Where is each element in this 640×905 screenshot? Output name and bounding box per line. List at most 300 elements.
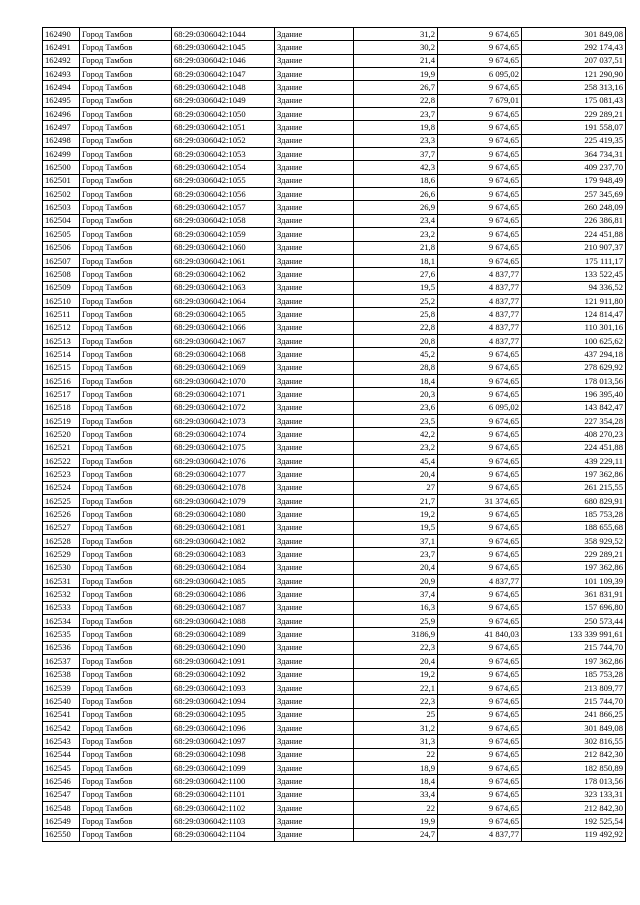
- cadastral-number-cell: 68:29:0306042:1051: [172, 121, 275, 134]
- table-row: [43, 681, 626, 694]
- specific-value-cell: 9 674,65: [438, 708, 522, 721]
- cadastral-number-cell: 68:29:0306042:1060: [172, 241, 275, 254]
- row-number-cell: 162528: [43, 535, 80, 548]
- table-row: [43, 268, 626, 281]
- cadastral-value-cell: 437 294,18: [522, 348, 626, 361]
- table-row: [43, 521, 626, 534]
- cadastral-number-cell: 68:29:0306042:1080: [172, 508, 275, 521]
- cadastral-number-cell: 68:29:0306042:1049: [172, 94, 275, 107]
- area-cell: 20,4: [354, 655, 438, 668]
- area-cell: 24,7: [354, 828, 438, 841]
- cadastral-value-cell: 680 829,91: [522, 495, 626, 508]
- table-row: [43, 54, 626, 67]
- cadastral-value-cell: 133 522,45: [522, 268, 626, 281]
- municipality-cell: Город Тамбов: [80, 468, 172, 481]
- object-type-cell: Здание: [275, 174, 354, 187]
- specific-value-cell: 9 674,65: [438, 254, 522, 267]
- table-row: [43, 81, 626, 94]
- municipality-cell: Город Тамбов: [80, 748, 172, 761]
- table-row: [43, 134, 626, 147]
- municipality-cell: Город Тамбов: [80, 68, 172, 81]
- area-cell: 26,7: [354, 81, 438, 94]
- municipality-cell: Город Тамбов: [80, 801, 172, 814]
- area-cell: 22,8: [354, 321, 438, 334]
- specific-value-cell: 9 674,65: [438, 361, 522, 374]
- cadastral-number-cell: 68:29:0306042:1090: [172, 641, 275, 654]
- area-cell: 22,3: [354, 695, 438, 708]
- area-cell: 26,6: [354, 188, 438, 201]
- specific-value-cell: 9 674,65: [438, 188, 522, 201]
- cadastral-number-cell: 68:29:0306042:1045: [172, 41, 275, 54]
- row-number-cell: 162509: [43, 281, 80, 294]
- object-type-cell: Здание: [275, 121, 354, 134]
- area-cell: 18,1: [354, 254, 438, 267]
- specific-value-cell: 9 674,65: [438, 695, 522, 708]
- municipality-cell: Город Тамбов: [80, 54, 172, 67]
- table-row: [43, 668, 626, 681]
- municipality-cell: Город Тамбов: [80, 41, 172, 54]
- table-row: [43, 374, 626, 387]
- object-type-cell: Здание: [275, 321, 354, 334]
- table-row: [43, 455, 626, 468]
- cadastral-number-cell: 68:29:0306042:1075: [172, 441, 275, 454]
- area-cell: 19,5: [354, 521, 438, 534]
- area-cell: 25: [354, 708, 438, 721]
- area-cell: 22,1: [354, 681, 438, 694]
- specific-value-cell: 9 674,65: [438, 455, 522, 468]
- object-type-cell: Здание: [275, 361, 354, 374]
- table-row: [43, 108, 626, 121]
- cadastral-value-cell: 229 289,21: [522, 548, 626, 561]
- area-cell: 25,2: [354, 294, 438, 307]
- municipality-cell: Город Тамбов: [80, 655, 172, 668]
- specific-value-cell: 9 674,65: [438, 481, 522, 494]
- row-number-cell: 162529: [43, 548, 80, 561]
- cadastral-number-cell: 68:29:0306042:1061: [172, 254, 275, 267]
- object-type-cell: Здание: [275, 721, 354, 734]
- specific-value-cell: 9 674,65: [438, 54, 522, 67]
- table-row: [43, 788, 626, 801]
- row-number-cell: 162503: [43, 201, 80, 214]
- cadastral-number-cell: 68:29:0306042:1044: [172, 28, 275, 41]
- municipality-cell: Город Тамбов: [80, 548, 172, 561]
- specific-value-cell: 4 837,77: [438, 281, 522, 294]
- cadastral-value-cell: 257 345,69: [522, 188, 626, 201]
- area-cell: 19,5: [354, 281, 438, 294]
- cadastral-value-cell: 212 842,30: [522, 748, 626, 761]
- specific-value-cell: 4 837,77: [438, 575, 522, 588]
- table-row: [43, 28, 626, 41]
- specific-value-cell: 9 674,65: [438, 28, 522, 41]
- table-row: [43, 761, 626, 774]
- area-cell: 21,7: [354, 495, 438, 508]
- municipality-cell: Город Тамбов: [80, 775, 172, 788]
- table-row: [43, 348, 626, 361]
- area-cell: 19,9: [354, 68, 438, 81]
- cadastral-number-cell: 68:29:0306042:1081: [172, 521, 275, 534]
- specific-value-cell: 9 674,65: [438, 441, 522, 454]
- area-cell: 3186,9: [354, 628, 438, 641]
- row-number-cell: 162524: [43, 481, 80, 494]
- municipality-cell: Город Тамбов: [80, 815, 172, 828]
- municipality-cell: Город Тамбов: [80, 108, 172, 121]
- specific-value-cell: 9 674,65: [438, 121, 522, 134]
- specific-value-cell: 9 674,65: [438, 521, 522, 534]
- municipality-cell: Город Тамбов: [80, 721, 172, 734]
- object-type-cell: Здание: [275, 401, 354, 414]
- cadastral-value-cell: 224 451,88: [522, 228, 626, 241]
- table-row: [43, 828, 626, 841]
- object-type-cell: Здание: [275, 308, 354, 321]
- cadastral-value-cell: 182 850,89: [522, 761, 626, 774]
- cadastral-number-cell: 68:29:0306042:1066: [172, 321, 275, 334]
- municipality-cell: Город Тамбов: [80, 668, 172, 681]
- table-row: [43, 775, 626, 788]
- cadastral-value-cell: 409 237,70: [522, 161, 626, 174]
- object-type-cell: Здание: [275, 801, 354, 814]
- cadastral-number-cell: 68:29:0306042:1057: [172, 201, 275, 214]
- area-cell: 25,9: [354, 615, 438, 628]
- municipality-cell: Город Тамбов: [80, 188, 172, 201]
- municipality-cell: Город Тамбов: [80, 708, 172, 721]
- specific-value-cell: 9 674,65: [438, 601, 522, 614]
- specific-value-cell: 9 674,65: [438, 374, 522, 387]
- area-cell: 22,3: [354, 641, 438, 654]
- cadastral-number-cell: 68:29:0306042:1095: [172, 708, 275, 721]
- cadastral-value-cell: 225 419,35: [522, 134, 626, 147]
- cadastral-number-cell: 68:29:0306042:1074: [172, 428, 275, 441]
- cadastral-value-cell: 278 629,92: [522, 361, 626, 374]
- area-cell: 26,9: [354, 201, 438, 214]
- specific-value-cell: 9 674,65: [438, 134, 522, 147]
- cadastral-value-cell: 364 734,31: [522, 148, 626, 161]
- specific-value-cell: 9 674,65: [438, 748, 522, 761]
- municipality-cell: Город Тамбов: [80, 134, 172, 147]
- area-cell: 31,2: [354, 28, 438, 41]
- municipality-cell: Город Тамбов: [80, 695, 172, 708]
- row-number-cell: 162523: [43, 468, 80, 481]
- cadastral-value-cell: 215 744,70: [522, 695, 626, 708]
- row-number-cell: 162534: [43, 615, 80, 628]
- specific-value-cell: 9 674,65: [438, 561, 522, 574]
- cadastral-value-cell: 301 849,08: [522, 28, 626, 41]
- cadastral-value-cell: 188 655,68: [522, 521, 626, 534]
- area-cell: 28,8: [354, 361, 438, 374]
- cadastral-value-cell: 175 081,43: [522, 94, 626, 107]
- object-type-cell: Здание: [275, 28, 354, 41]
- area-cell: 22,8: [354, 94, 438, 107]
- specific-value-cell: 9 674,65: [438, 241, 522, 254]
- cadastral-value-cell: 215 744,70: [522, 641, 626, 654]
- specific-value-cell: 9 674,65: [438, 174, 522, 187]
- object-type-cell: Здание: [275, 68, 354, 81]
- object-type-cell: Здание: [275, 761, 354, 774]
- row-number-cell: 162531: [43, 575, 80, 588]
- table-row: [43, 695, 626, 708]
- area-cell: 18,6: [354, 174, 438, 187]
- specific-value-cell: 9 674,65: [438, 148, 522, 161]
- cadastral-number-cell: 68:29:0306042:1104: [172, 828, 275, 841]
- table-row: [43, 548, 626, 561]
- row-number-cell: 162516: [43, 374, 80, 387]
- cadastral-number-cell: 68:29:0306042:1055: [172, 174, 275, 187]
- cadastral-value-cell: 179 948,49: [522, 174, 626, 187]
- area-cell: 42,3: [354, 161, 438, 174]
- table-row: [43, 174, 626, 187]
- specific-value-cell: 4 837,77: [438, 321, 522, 334]
- row-number-cell: 162536: [43, 641, 80, 654]
- object-type-cell: Здание: [275, 681, 354, 694]
- specific-value-cell: 9 674,65: [438, 214, 522, 227]
- specific-value-cell: 9 674,65: [438, 588, 522, 601]
- object-type-cell: Здание: [275, 334, 354, 347]
- specific-value-cell: 9 674,65: [438, 788, 522, 801]
- cadastral-value-cell: 197 362,86: [522, 468, 626, 481]
- object-type-cell: Здание: [275, 268, 354, 281]
- cadastral-value-cell: 121 290,90: [522, 68, 626, 81]
- object-type-cell: Здание: [275, 575, 354, 588]
- row-number-cell: 162502: [43, 188, 80, 201]
- cadastral-value-cell: 260 248,09: [522, 201, 626, 214]
- specific-value-cell: 9 674,65: [438, 775, 522, 788]
- row-number-cell: 162537: [43, 655, 80, 668]
- row-number-cell: 162495: [43, 94, 80, 107]
- area-cell: 20,4: [354, 561, 438, 574]
- cadastral-number-cell: 68:29:0306042:1064: [172, 294, 275, 307]
- table-row: [43, 441, 626, 454]
- specific-value-cell: 9 674,65: [438, 815, 522, 828]
- row-number-cell: 162511: [43, 308, 80, 321]
- area-cell: 18,9: [354, 761, 438, 774]
- object-type-cell: Здание: [275, 735, 354, 748]
- row-number-cell: 162497: [43, 121, 80, 134]
- municipality-cell: Город Тамбов: [80, 561, 172, 574]
- table-row: [43, 481, 626, 494]
- object-type-cell: Здание: [275, 815, 354, 828]
- area-cell: 16,3: [354, 601, 438, 614]
- object-type-cell: Здание: [275, 695, 354, 708]
- row-number-cell: 162515: [43, 361, 80, 374]
- cadastral-value-cell: 408 270,23: [522, 428, 626, 441]
- table-row: [43, 148, 626, 161]
- cadastral-number-cell: 68:29:0306042:1079: [172, 495, 275, 508]
- cadastral-value-cell: 124 814,47: [522, 308, 626, 321]
- specific-value-cell: 9 674,65: [438, 161, 522, 174]
- row-number-cell: 162543: [43, 735, 80, 748]
- municipality-cell: Город Тамбов: [80, 268, 172, 281]
- table-row: [43, 588, 626, 601]
- row-number-cell: 162499: [43, 148, 80, 161]
- row-number-cell: 162541: [43, 708, 80, 721]
- specific-value-cell: 9 674,65: [438, 108, 522, 121]
- table-row: [43, 254, 626, 267]
- row-number-cell: 162504: [43, 214, 80, 227]
- cadastral-number-cell: 68:29:0306042:1101: [172, 788, 275, 801]
- cadastral-value-cell: 358 929,52: [522, 535, 626, 548]
- object-type-cell: Здание: [275, 668, 354, 681]
- municipality-cell: Город Тамбов: [80, 161, 172, 174]
- specific-value-cell: 9 674,65: [438, 641, 522, 654]
- row-number-cell: 162507: [43, 254, 80, 267]
- table-row: [43, 94, 626, 107]
- table-row: [43, 228, 626, 241]
- specific-value-cell: 7 679,01: [438, 94, 522, 107]
- cadastral-value-cell: 302 816,55: [522, 735, 626, 748]
- municipality-cell: Город Тамбов: [80, 761, 172, 774]
- object-type-cell: Здание: [275, 188, 354, 201]
- cadastral-number-cell: 68:29:0306042:1056: [172, 188, 275, 201]
- municipality-cell: Город Тамбов: [80, 294, 172, 307]
- table-row: [43, 414, 626, 427]
- specific-value-cell: 9 674,65: [438, 81, 522, 94]
- row-number-cell: 162505: [43, 228, 80, 241]
- specific-value-cell: 9 674,65: [438, 535, 522, 548]
- cadastral-number-cell: 68:29:0306042:1083: [172, 548, 275, 561]
- table-row: [43, 615, 626, 628]
- row-number-cell: 162549: [43, 815, 80, 828]
- cadastral-number-cell: 68:29:0306042:1091: [172, 655, 275, 668]
- area-cell: 45,2: [354, 348, 438, 361]
- row-number-cell: 162490: [43, 28, 80, 41]
- area-cell: 18,4: [354, 775, 438, 788]
- cadastral-value-cell: 258 313,16: [522, 81, 626, 94]
- specific-value-cell: 9 674,65: [438, 41, 522, 54]
- specific-value-cell: 9 674,65: [438, 228, 522, 241]
- specific-value-cell: 4 837,77: [438, 268, 522, 281]
- cadastral-value-cell: 143 842,47: [522, 401, 626, 414]
- row-number-cell: 162542: [43, 721, 80, 734]
- row-number-cell: 162508: [43, 268, 80, 281]
- cadastral-number-cell: 68:29:0306042:1054: [172, 161, 275, 174]
- area-cell: 20,8: [354, 334, 438, 347]
- cadastral-number-cell: 68:29:0306042:1087: [172, 601, 275, 614]
- municipality-cell: Город Тамбов: [80, 521, 172, 534]
- area-cell: 19,8: [354, 121, 438, 134]
- object-type-cell: Здание: [275, 641, 354, 654]
- table-row: [43, 721, 626, 734]
- cadastral-number-cell: 68:29:0306042:1065: [172, 308, 275, 321]
- object-type-cell: Здание: [275, 481, 354, 494]
- area-cell: 23,6: [354, 401, 438, 414]
- cadastral-number-cell: 68:29:0306042:1076: [172, 455, 275, 468]
- area-cell: 23,5: [354, 414, 438, 427]
- table-row: [43, 495, 626, 508]
- row-number-cell: 162493: [43, 68, 80, 81]
- specific-value-cell: 6 095,02: [438, 401, 522, 414]
- cadastral-number-cell: 68:29:0306042:1097: [172, 735, 275, 748]
- municipality-cell: Город Тамбов: [80, 495, 172, 508]
- object-type-cell: Здание: [275, 228, 354, 241]
- cadastral-value-cell: 196 395,40: [522, 388, 626, 401]
- specific-value-cell: 9 674,65: [438, 735, 522, 748]
- object-type-cell: Здание: [275, 615, 354, 628]
- row-number-cell: 162535: [43, 628, 80, 641]
- object-type-cell: Здание: [275, 281, 354, 294]
- row-number-cell: 162500: [43, 161, 80, 174]
- row-number-cell: 162533: [43, 601, 80, 614]
- cadastral-number-cell: 68:29:0306042:1072: [172, 401, 275, 414]
- table-row: [43, 121, 626, 134]
- cadastral-number-cell: 68:29:0306042:1085: [172, 575, 275, 588]
- cadastral-value-cell: 191 558,07: [522, 121, 626, 134]
- cadastral-number-cell: 68:29:0306042:1048: [172, 81, 275, 94]
- municipality-cell: Город Тамбов: [80, 414, 172, 427]
- row-number-cell: 162496: [43, 108, 80, 121]
- table-row: [43, 68, 626, 81]
- cadastral-number-cell: 68:29:0306042:1062: [172, 268, 275, 281]
- cadastral-number-cell: 68:29:0306042:1082: [172, 535, 275, 548]
- area-cell: 27: [354, 481, 438, 494]
- cadastral-value-cell: 301 849,08: [522, 721, 626, 734]
- cadastral-value-cell: 224 451,88: [522, 441, 626, 454]
- specific-value-cell: 6 095,02: [438, 68, 522, 81]
- object-type-cell: Здание: [275, 508, 354, 521]
- object-type-cell: Здание: [275, 214, 354, 227]
- area-cell: 19,2: [354, 508, 438, 521]
- cadastral-value-cell: 261 215,55: [522, 481, 626, 494]
- row-number-cell: 162491: [43, 41, 80, 54]
- specific-value-cell: 41 840,03: [438, 628, 522, 641]
- area-cell: 37,7: [354, 148, 438, 161]
- row-number-cell: 162539: [43, 681, 80, 694]
- row-number-cell: 162546: [43, 775, 80, 788]
- object-type-cell: Здание: [275, 628, 354, 641]
- table-row: [43, 188, 626, 201]
- cadastral-value-cell: 121 911,80: [522, 294, 626, 307]
- municipality-cell: Город Тамбов: [80, 601, 172, 614]
- cadastral-number-cell: 68:29:0306042:1069: [172, 361, 275, 374]
- table-row: [43, 535, 626, 548]
- table-row: [43, 641, 626, 654]
- row-number-cell: 162492: [43, 54, 80, 67]
- area-cell: 21,4: [354, 54, 438, 67]
- table-row: [43, 214, 626, 227]
- cadastral-value-cell: 119 492,92: [522, 828, 626, 841]
- municipality-cell: Город Тамбов: [80, 121, 172, 134]
- area-cell: 23,7: [354, 548, 438, 561]
- row-number-cell: 162510: [43, 294, 80, 307]
- municipality-cell: Город Тамбов: [80, 28, 172, 41]
- object-type-cell: Здание: [275, 134, 354, 147]
- municipality-cell: Город Тамбов: [80, 401, 172, 414]
- cadastral-value-cell: 241 866,25: [522, 708, 626, 721]
- cadastral-value-cell: 178 013,56: [522, 374, 626, 387]
- specific-value-cell: 9 674,65: [438, 414, 522, 427]
- area-cell: 33,4: [354, 788, 438, 801]
- row-number-cell: 162540: [43, 695, 80, 708]
- specific-value-cell: 9 674,65: [438, 201, 522, 214]
- cadastral-number-cell: 68:29:0306042:1068: [172, 348, 275, 361]
- cadastral-number-cell: 68:29:0306042:1103: [172, 815, 275, 828]
- row-number-cell: 162513: [43, 334, 80, 347]
- area-cell: 30,2: [354, 41, 438, 54]
- table-row: [43, 815, 626, 828]
- municipality-cell: Город Тамбов: [80, 174, 172, 187]
- area-cell: 31,3: [354, 735, 438, 748]
- cadastral-number-cell: 68:29:0306042:1058: [172, 214, 275, 227]
- municipality-cell: Город Тамбов: [80, 334, 172, 347]
- cadastral-value-cell: 439 229,11: [522, 455, 626, 468]
- specific-value-cell: 9 674,65: [438, 428, 522, 441]
- cadastral-number-cell: 68:29:0306042:1096: [172, 721, 275, 734]
- row-number-cell: 162512: [43, 321, 80, 334]
- object-type-cell: Здание: [275, 41, 354, 54]
- area-cell: 22: [354, 801, 438, 814]
- municipality-cell: Город Тамбов: [80, 374, 172, 387]
- cadastral-number-cell: 68:29:0306042:1084: [172, 561, 275, 574]
- table-row: [43, 161, 626, 174]
- object-type-cell: Здание: [275, 241, 354, 254]
